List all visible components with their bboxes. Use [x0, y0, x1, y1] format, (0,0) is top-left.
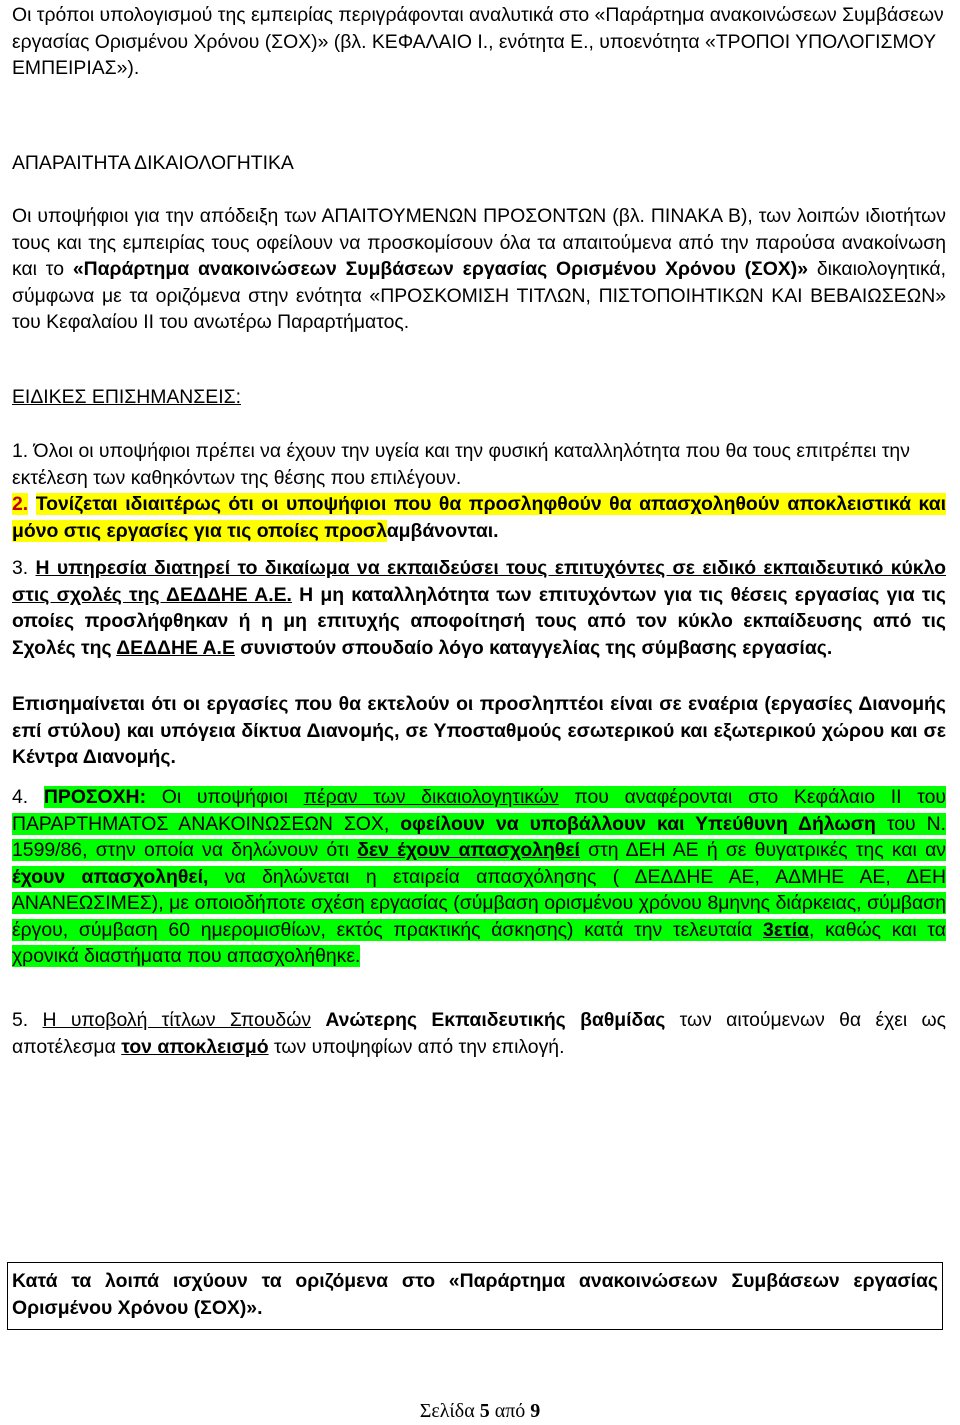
- note-3-paragraph-2: Επισημαίνεται ότι οι εργασίες που θα εκτελούν οι προσληπτέοι είναι σε εναέρια (εργασίες Διανομής επί στύλου) και υπόγεια δίκτυα Διανομής, σε Υποσταθμούς εσωτερικού και εξωτερικού χώρου και σε Κέντρα Διανομής.: [12, 693, 946, 768]
- page-number: Σελίδα 5 από 9: [419, 1400, 541, 1422]
- required-docs-heading: ΑΠΑΡΑΙΤΗΤΑ ΔΙΚΑΙΟΛΟΓΗΤΙΚΑ: [12, 152, 294, 174]
- note-5: 5. Η υποβολή τίτλων Σπουδών Ανώτερης Εκπαιδευτικής βαθμίδας των αιτούμενων θα έχει ως αποτέλεσμα τον αποκλεισμό των υποψηφίων από την επιλογή.: [12, 1009, 947, 1058]
- intro-paragraph: [12, 2, 946, 82]
- note-1: 1. Όλοι οι υποψήφιοι πρέπει να έχουν την υγεία και την φυσική καταλληλότητα που θα τους επιτρέπει την εκτέλεση των καθηκόντων της θέσης που επιλέγουν.: [12, 440, 910, 489]
- note-4: 4. ΠΡΟΣΟΧΗ: Οι υποψήφιοι πέραν των δικαιολογητικών που αναφέρονται στο Κεφάλαιο ΙΙ του ΠΑΡΑΡΤΗΜΑΤΟΣ ΑΝΑΚΟΙΝΩΣΕΩΝ ΣΟΧ, οφείλουν να υποβάλλουν και Υπεύθυνη Δήλωση του Ν. 1599/86, στην οποία να δηλώνουν ότι δεν έχουν απασχοληθεί στη ΔΕΗ ΑΕ ή σε θυγατρικές της και αν έχουν απασχοληθεί, να δηλώνεται η εταιρεία απασχόλησης ( ΔΕΔΔΗΕ ΑΕ, ΑΔΜΗΕ ΑΕ, ΔΕΗ ΑΝΑΝΕΩΣΙΜΕΣ), με οποιοδήποτε σχέση εργασίας (σύμβαση ορισμένου χρόνου 8μηνης διάρκειας, σύμβαση έργου, σύμβαση 60 ημερομισθίων, εκτός πρακτικής άσκησης) κατά την τελευταία 3ετία, καθώς και τα χρονικά διαστήματα που απασχολήθηκε.: [12, 786, 946, 967]
- special-notes-heading: ΕΙΔΙΚΕΣ ΕΠΙΣΗΜΑΝΣΕΙΣ:: [12, 386, 241, 408]
- general-provisions-text: Κατά τα λοιπά ισχύουν τα οριζόμενα στο «Παράρτημα ανακοινώσεων Συμβάσεων εργασίας Ορισμένου Χρόνου (ΣΟΧ)».: [12, 1270, 938, 1319]
- general-provisions-box: [7, 1262, 943, 1330]
- note-2: 2. Τονίζεται ιδιαιτέρως ότι οι υποψήφιοι που θα προσληφθούν θα απασχοληθούν αποκλειστικά και μόνο στις εργασίες για τις οποίες προσλαμβάνονται.: [12, 493, 947, 542]
- note-3: 3. Η υπηρεσία διατηρεί το δικαίωμα να εκπαιδεύσει τους επιτυχόντες σε ειδικό εκπαιδευτικό κύκλο στις σχολές της ΔΕΔΔΗΕ Α.Ε. Η μη καταλληλότητα των επιτυχόντων για τις θέσεις εργασίας για τις οποίες προσλήφθηκαν ή η μη επιτυχής αποφοίτησή τους από τον κύκλο εκπαίδευσης από τις Σχολές της ΔΕΔΔΗΕ Α.Ε συνιστούν σπουδαίο λόγο καταγγελίας της σύμβασης εργασίας.: [12, 557, 947, 659]
- required-docs-paragraph: Οι υποψήφιοι για την απόδειξη των ΑΠΑΙΤΟΥΜΕΝΩΝ ΠΡΟΣΟΝΤΩΝ (βλ. ΠΙΝΑΚΑ Β), των λοιπών ιδιοτήτων τους και της εμπειρίας τους οφείλουν να προσκομίσουν όλα τα απαιτούμενα από την παρούσα ανακοίνωση και το «Παράρτημα ανακοινώσεων Συμβάσεων εργασίας Ορισμένου Χρόνου (ΣΟΧ)» δικαιολογητικά, σύμφωνα με τα οριζόμενα στην ενότητα «ΠΡΟΣΚΟΜΙΣΗ ΤΙΤΛΩΝ, ΠΙΣΤΟΠΟΙΗΤΙΚΩΝ ΚΑΙ ΒΕΒΑΙΩΣΕΩΝ» του Κεφαλαίου ΙΙ του ανωτέρω Παραρτήματος.: [12, 205, 947, 333]
- intro-text: Οι τρόποι υπολογισμού της εμπειρίας περιγράφονται αναλυτικά στο «Παράρτημα ανακοινώσεων Συμβάσεων εργασίας Ορισμένου Χρόνου (ΣΟΧ)» (βλ. ΚΕΦΑΛΑΙΟ Ι., ενότητα Ε., υποενότητα «ΤΡΟΠΟΙ ΥΠΟΛΟΓΙΣΜΟΥ ΕΜΠΕΙΡΙΑΣ»).: [12, 4, 944, 79]
